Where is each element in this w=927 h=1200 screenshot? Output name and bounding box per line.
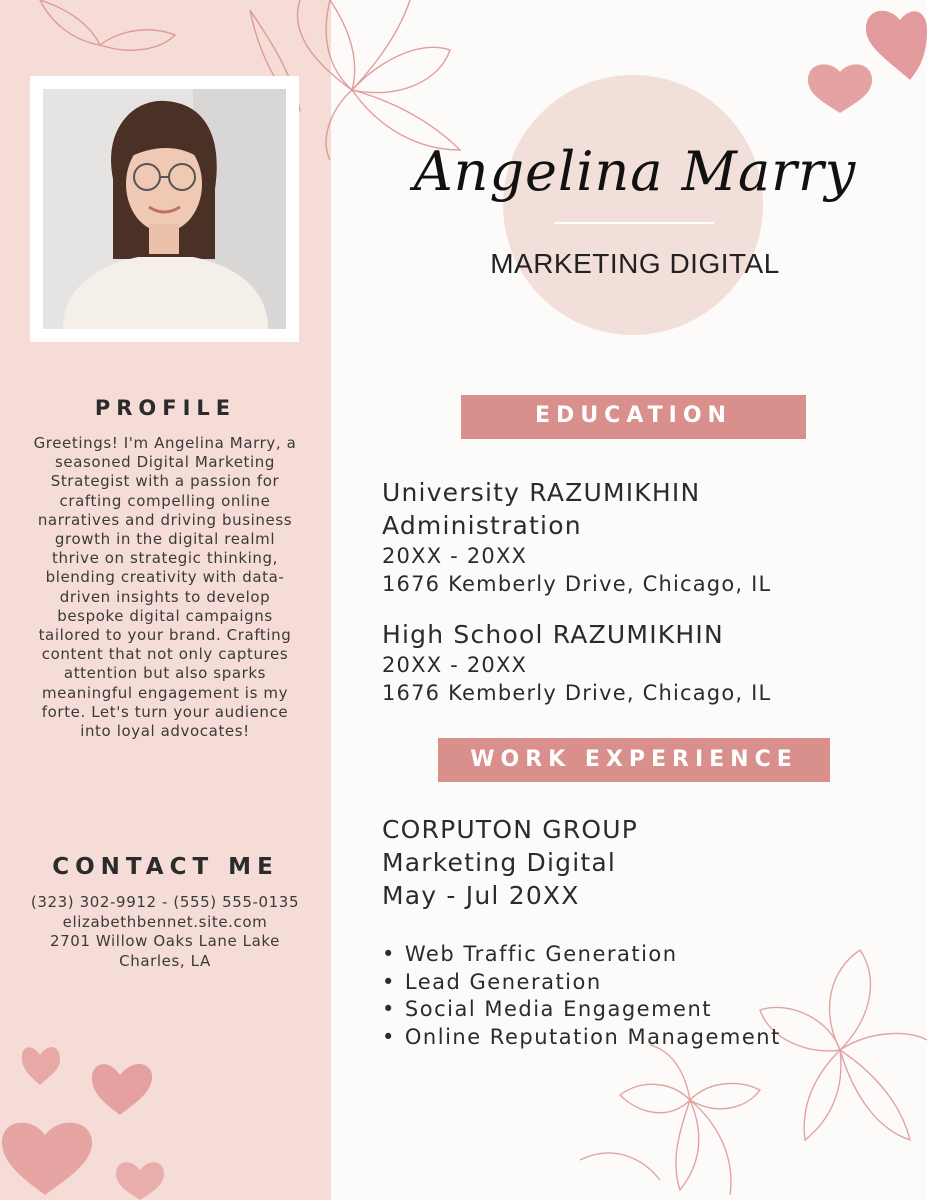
list-item: • Social Media Engagement [382, 996, 781, 1024]
contact-phone: (323) 302-9912 - (555) 555-0135 [30, 893, 300, 911]
work-item [382, 813, 638, 912]
education-item [382, 476, 771, 598]
contact-website: elizabethbennet.site.com [62, 912, 268, 931]
list-item: • Web Traffic Generation [382, 941, 781, 969]
name-divider [554, 222, 714, 224]
contact-title: CONTACT ME [52, 854, 279, 880]
education-years: 20XX - 20XX [382, 653, 528, 677]
candidate-name: Angelina Marry [413, 140, 857, 203]
name-circle [503, 75, 763, 335]
profile-title: PROFILE [94, 396, 237, 420]
photo-frame [30, 76, 299, 342]
education-address: 1676 Kemberly Drive, Chicago, IL [382, 572, 772, 596]
contact-list [30, 893, 300, 971]
education-school: High School RAZUMIKHIN [382, 620, 724, 649]
candidate-role: MARKETING DIGITAL [490, 248, 780, 279]
education-banner: EDUCATION [461, 395, 806, 439]
profile-text: Greetings! I'm Angelina Marry, a seasoned Digital Marketing Strategist with a passion for crafting compelling online narratives and driving business growth in the digital realml thrive on strategic thinking, blending creativity with data-driven insights to develop bespoke digital campaigns tailored to your brand. Crafting content that not only captures attention but also sparks meaningful engagement is my forte. Let's turn your audience into loyal advocates! [33, 434, 297, 741]
profile-photo [43, 89, 286, 329]
education-item [382, 618, 771, 707]
glitter-heart-icon [800, 0, 927, 115]
work-period: May - Jul 20XX [382, 881, 580, 910]
glitter-heart-icon [0, 1035, 180, 1200]
education-years: 20XX - 20XX [382, 544, 528, 568]
work-experience-banner: WORK EXPERIENCE [438, 738, 830, 782]
contact-address: 2701 Willow Oaks Lane Lake Charles, LA [49, 932, 280, 970]
education-school: University RAZUMIKHIN Administration [382, 478, 701, 540]
list-item: • Lead Generation [382, 969, 781, 997]
list-item: • Online Reputation Management [382, 1024, 781, 1052]
education-address: 1676 Kemberly Drive, Chicago, IL [382, 681, 772, 705]
work-position: Marketing Digital [382, 848, 617, 877]
work-bullet-list [382, 941, 781, 1051]
work-company: CORPUTON GROUP [382, 815, 639, 844]
